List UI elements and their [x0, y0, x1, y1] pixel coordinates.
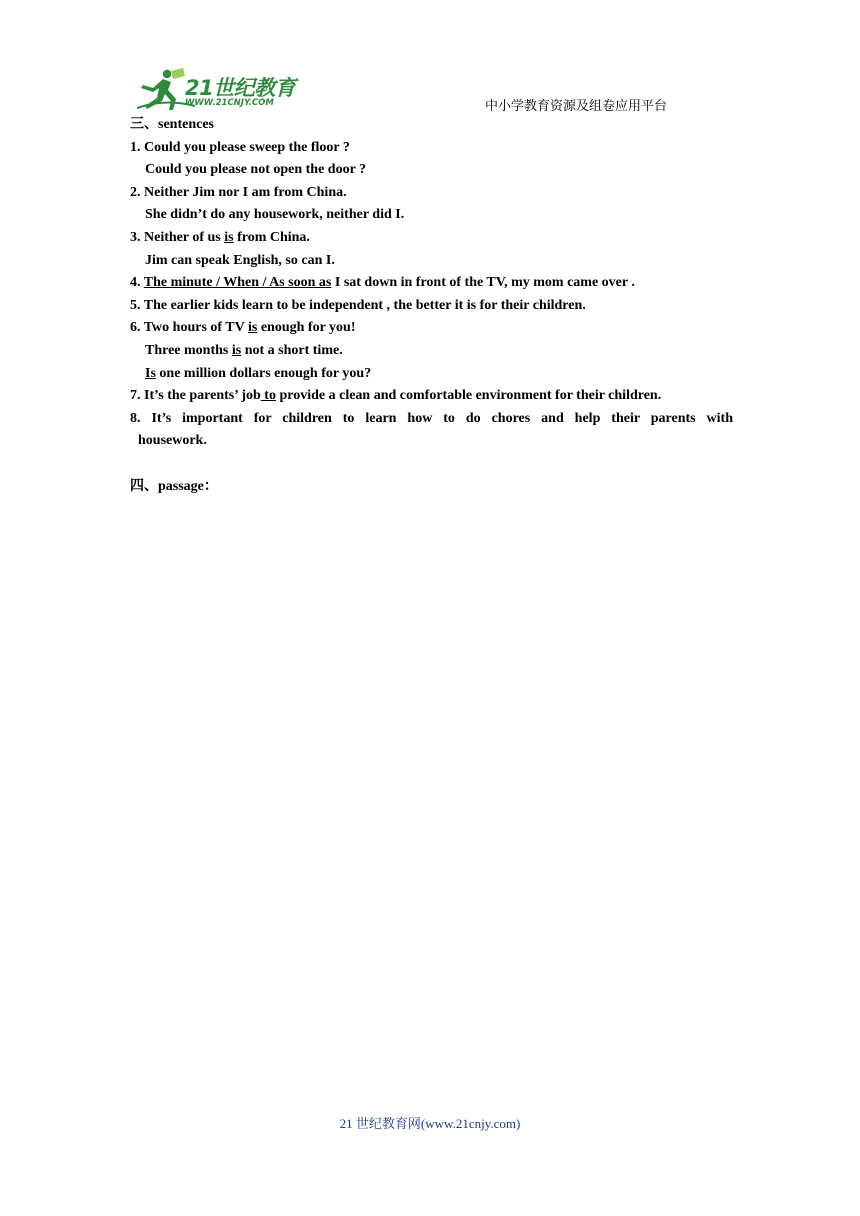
logo-url-text: WWW.21CNJY.COM: [185, 98, 274, 108]
sentence-line: She didn’t do any housework, neither did I.: [145, 207, 405, 223]
sentence-line: 8. It’s important for children to learn how to do chores and help their parents with: [130, 410, 734, 426]
underlined-word: is: [248, 320, 258, 336]
sentence-line: 4. The minute / When / As soon as I sat down in front of the TV, my mom came over .: [130, 275, 635, 291]
sentence-line: Is one million dollars enough for you?: [145, 365, 372, 381]
site-logo: [135, 68, 310, 112]
section-heading-sentences: 三、sentences: [130, 117, 214, 132]
sentence-line: 7. It’s the parents’ job to provide a clean and comfortable environment for their children.: [130, 388, 662, 404]
sentence-line: Jim can speak English, so can I.: [145, 252, 335, 268]
underlined-word: Is: [145, 365, 156, 381]
underlined-word: is: [224, 229, 234, 245]
platform-name: 中小学教育资源及组卷应用平台: [485, 98, 668, 113]
sentence-line: 3. Neither of us is from China.: [130, 229, 310, 245]
footer-source: 21 世纪教育网(www.21cnjy.com): [339, 1116, 521, 1131]
sentence-line: housework.: [138, 433, 207, 449]
sentence-line: 6. Two hours of TV is enough for you!: [130, 320, 356, 336]
underlined-word: to: [260, 388, 276, 404]
sentence-line: Could you please not open the door ?: [145, 162, 367, 178]
sentence-line: 5. The earlier kids learn to be independent , the better it is for their children.: [130, 297, 586, 313]
sentence-line: 1. Could you please sweep the floor ?: [130, 139, 350, 155]
underlined-word: is: [231, 342, 242, 358]
section-heading-passage: 四、passage：: [130, 478, 218, 494]
sentence-line: 2. Neither Jim nor I am from China.: [130, 184, 347, 200]
logo-main-text: 21世纪教育: [185, 76, 296, 100]
document-body: [130, 114, 733, 498]
sentence-line: Three months is not a short time.: [145, 342, 343, 358]
underlined-phrase: The minute / When / As soon as: [143, 275, 332, 291]
